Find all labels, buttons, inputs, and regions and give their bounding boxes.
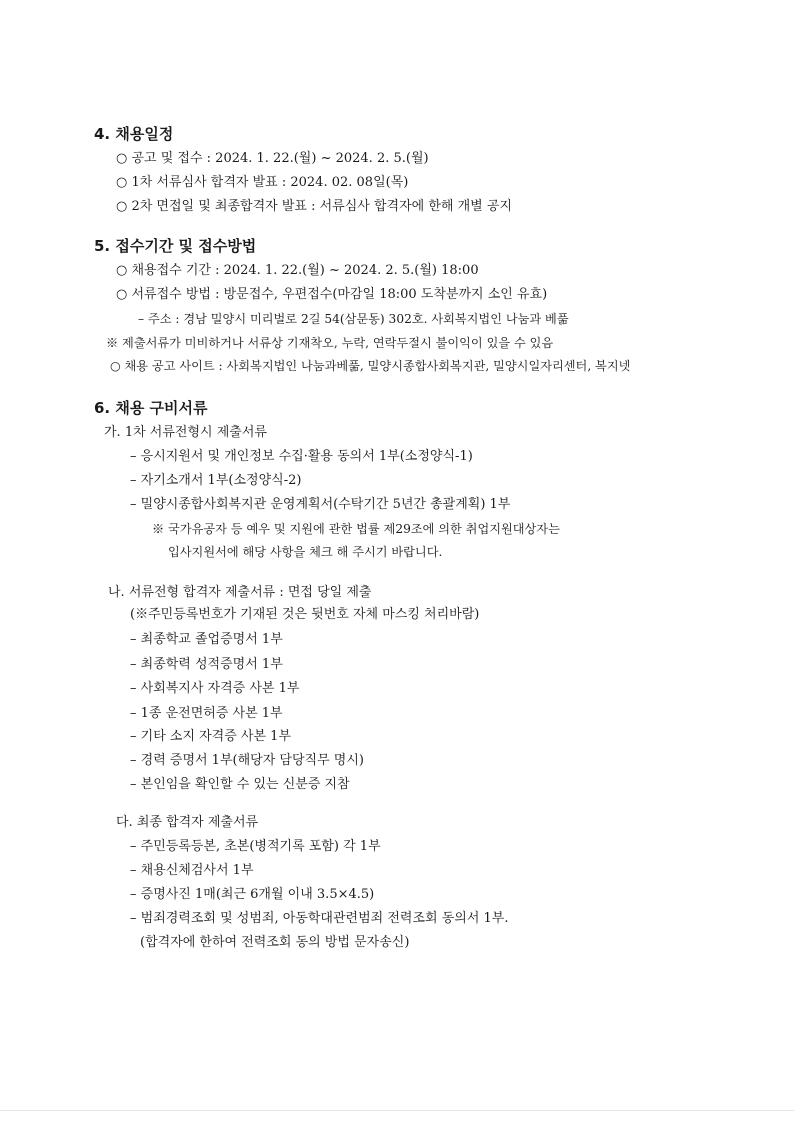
- subsection-ga-note: ※ 국가유공자 등 예우 및 지원에 관한 법률 제29조에 의한 취업지원대상자는: [152, 522, 560, 536]
- section-5-heading: 5. 접수기간 및 접수방법: [94, 237, 257, 255]
- subsection-da-item: – 증명사진 1매(최근 6개월 이내 3.5×4.5): [130, 887, 375, 902]
- subsection-ga-item: – 자기소개서 1부(소정양식-2): [130, 473, 302, 488]
- subsection-na-item: – 사회복지사 자격증 사본 1부: [130, 681, 300, 696]
- subsection-na-item: – 경력 증명서 1부(해당자 담당직무 명시): [130, 753, 364, 768]
- subsection-na-item: – 최종학교 졸업증명서 1부: [130, 632, 283, 647]
- subsection-na-title: 나. 서류전형 합격자 제출서류 : 면접 당일 제출: [108, 585, 372, 600]
- subsection-da-title: 다. 최종 합격자 제출서류: [116, 815, 259, 830]
- section-4-heading: 4. 채용일정: [94, 125, 174, 143]
- subsection-da-item: – 주민등록등본, 초본(병적기록 포함) 각 1부: [130, 839, 381, 854]
- subsection-ga-note: 입사지원서에 해당 사항을 체크 해 주시기 바랍니다.: [168, 545, 443, 559]
- section-4-item: ○ 공고 및 접수 : 2024. 1. 22.(월) ~ 2024. 2. 5.(월): [116, 151, 429, 166]
- section-5-note: ※ 제출서류가 미비하거나 서류상 기재착오, 누락, 연락두절시 불이익이 있을 수 있음: [106, 336, 554, 350]
- subsection-na-subnote: (※주민등록번호가 기재된 것은 뒷번호 자체 마스킹 처리바람): [130, 607, 480, 622]
- subsection-ga-title: 가. 1차 서류전형시 제출서류: [104, 425, 267, 440]
- page-bottom-rule: [0, 1110, 794, 1111]
- section-4-item: ○ 2차 면접일 및 최종합격자 발표 : 서류심사 합격자에 한해 개별 공지: [116, 199, 512, 214]
- subsection-da-item: – 범죄경력조회 및 성범죄, 아동학대관련범죄 전력조회 동의서 1부.: [130, 911, 509, 926]
- subsection-ga-item: – 응시지원서 및 개인정보 수집·활용 동의서 1부(소정양식-1): [130, 449, 473, 464]
- subsection-ga-item: – 밀양시종합사회복지관 운영계획서(수탁기간 5년간 총괄계획) 1부: [130, 497, 511, 512]
- subsection-na-item: – 최종학력 성적증명서 1부: [130, 657, 283, 672]
- subsection-na-item: – 본인임을 확인할 수 있는 신분증 지참: [130, 777, 350, 792]
- section-6-heading: 6. 채용 구비서류: [94, 399, 208, 417]
- subsection-na-item: – 기타 소지 자격증 사본 1부: [130, 729, 292, 744]
- section-4-item: ○ 1차 서류심사 합격자 발표 : 2024. 02. 08일(목): [116, 175, 409, 190]
- subsection-da-item: – 채용신체검사서 1부: [130, 863, 254, 878]
- section-5-item: ○ 채용 공고 사이트 : 사회복지법인 나눔과베풂, 밀양시종합사회복지관, 밀양시일자리센터, 복지넷: [110, 359, 631, 373]
- section-5-item: ○ 채용접수 기간 : 2024. 1. 22.(월) ~ 2024. 2. 5.(월) 18:00: [116, 263, 479, 278]
- subsection-da-note: (합격자에 한하여 전력조회 동의 방법 문자송신): [140, 935, 410, 950]
- section-5-item: ○ 서류접수 방법 : 방문접수, 우편접수(마감일 18:00 도착분까지 소인 유효): [116, 287, 548, 302]
- subsection-na-item: – 1종 운전면허증 사본 1부: [130, 706, 283, 721]
- section-5-address: – 주소 : 경남 밀양시 미리벌로 2길 54(삼문동) 302호. 사회복지법인 나눔과 베풂: [138, 312, 569, 326]
